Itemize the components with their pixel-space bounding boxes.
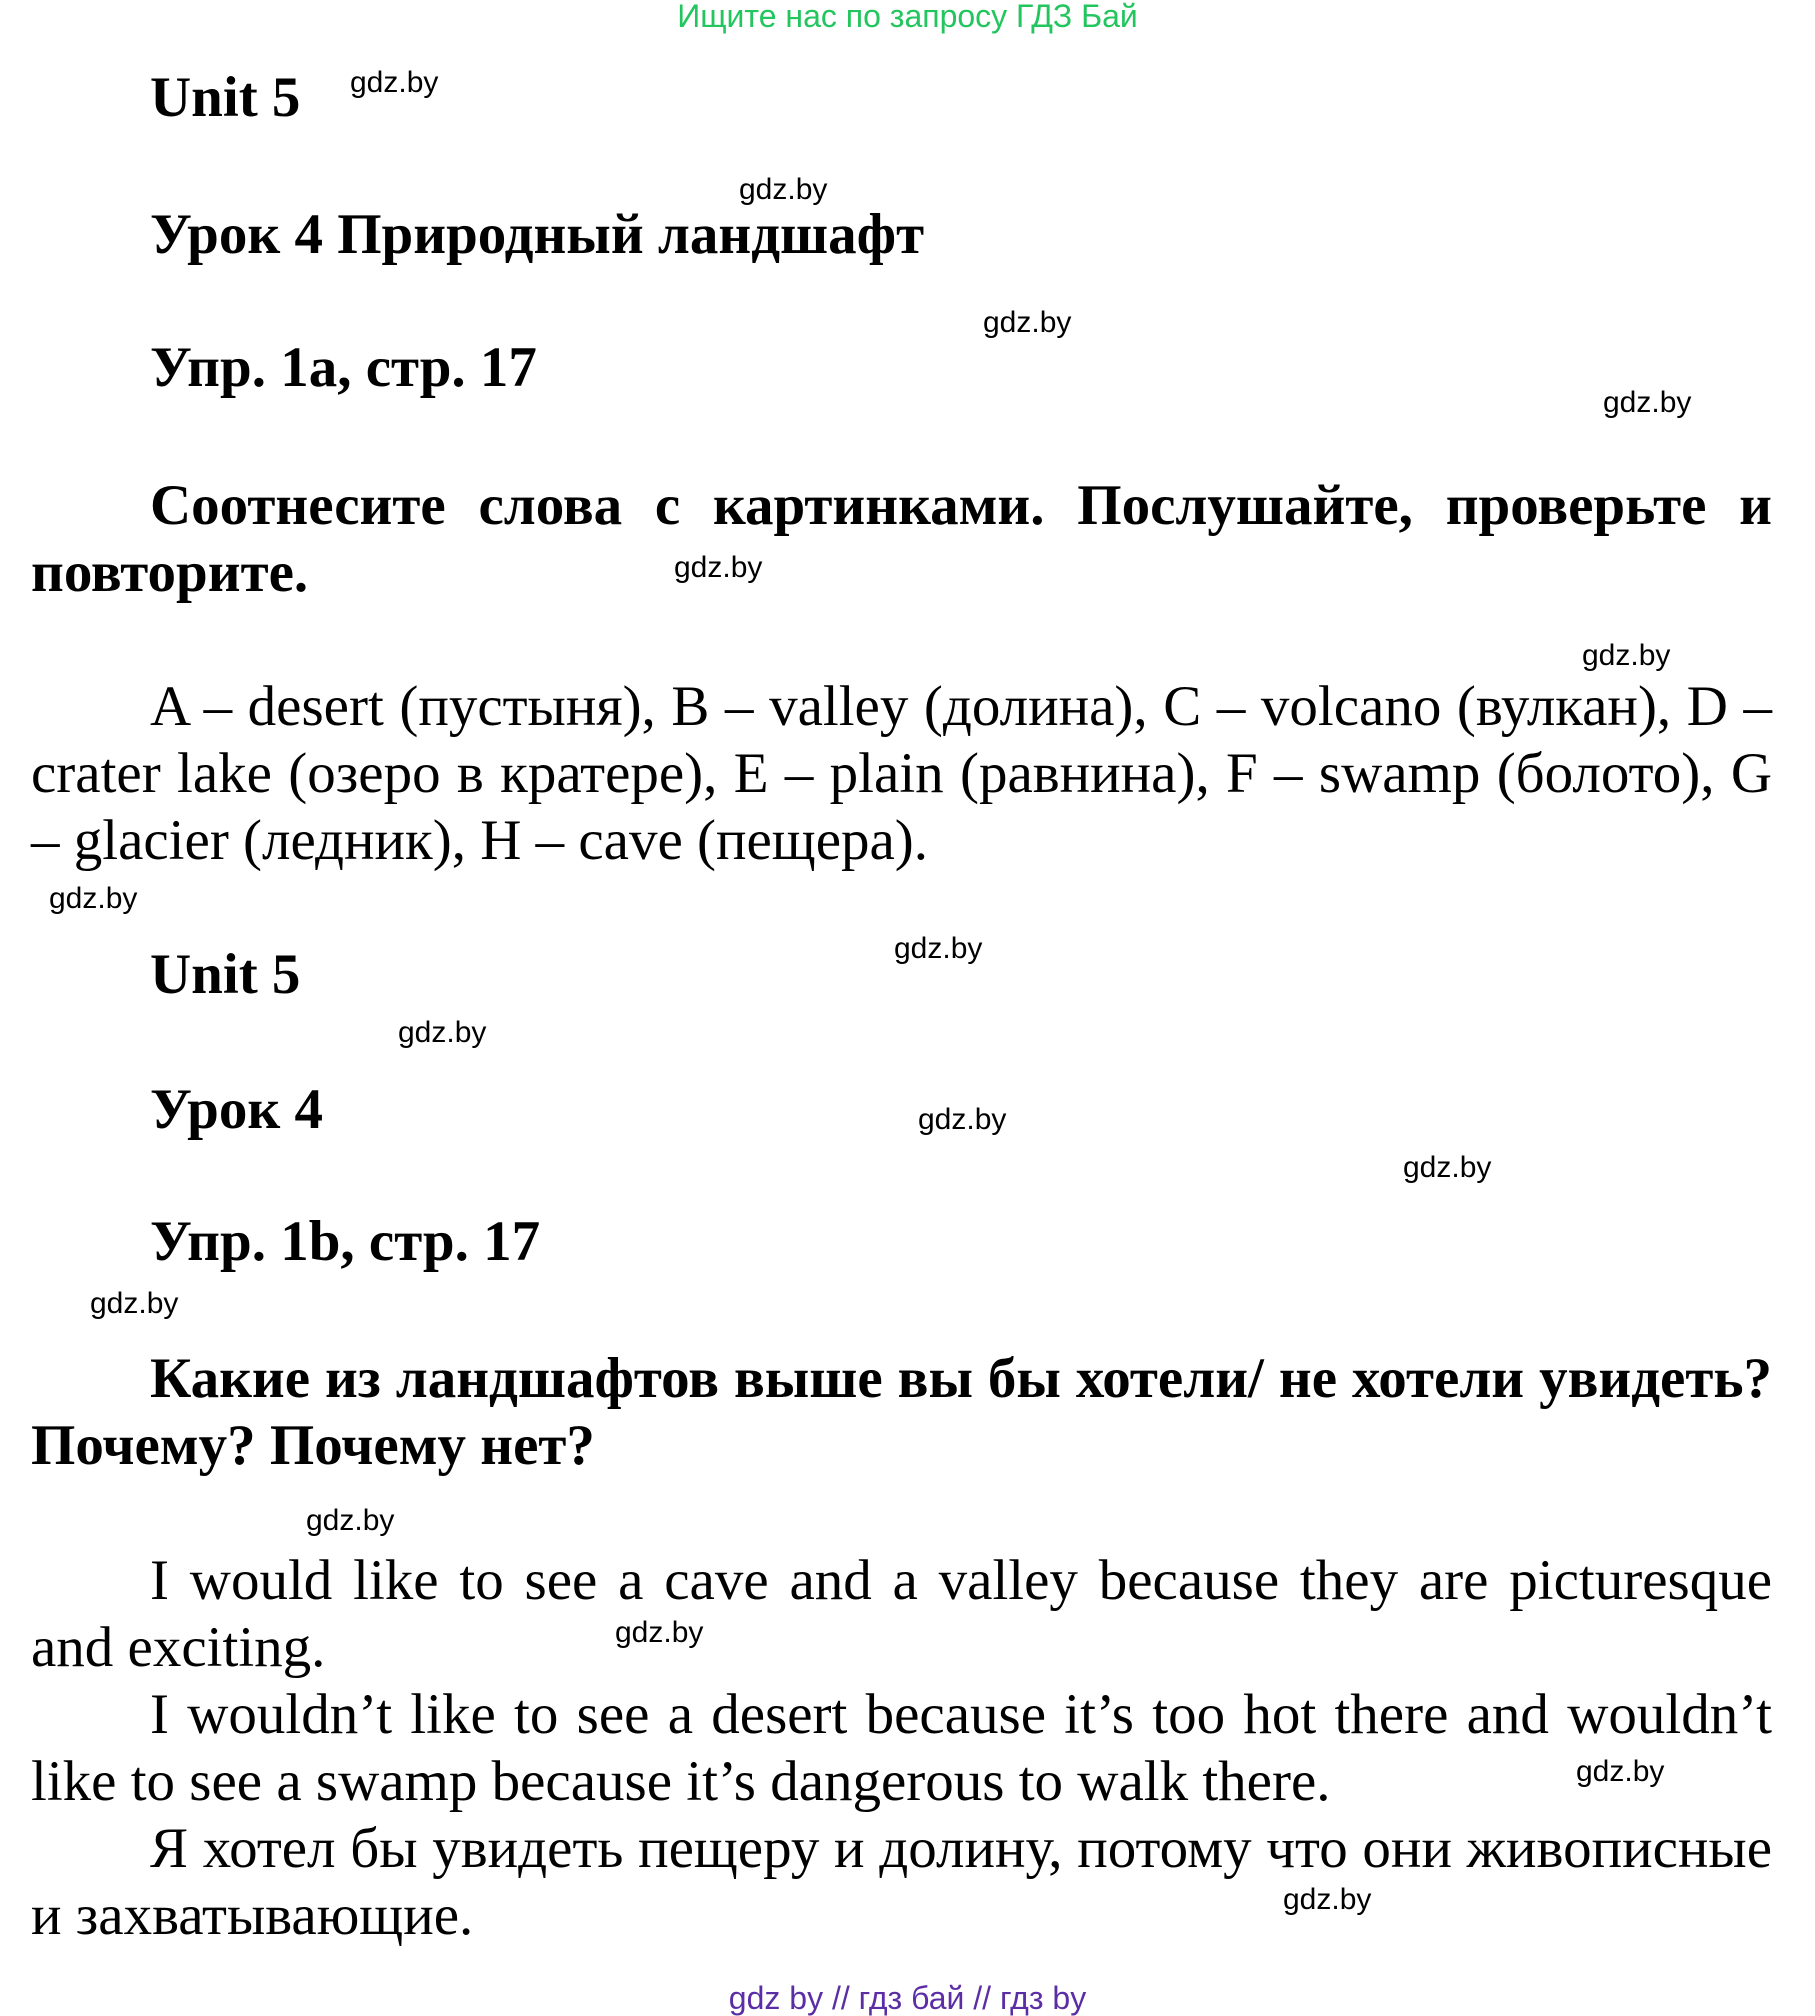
answer-paragraph: Я хотел бы увидеть пещеру и долину, потому что они живописные и захватывающие. [31,1817,1772,1947]
unit-heading: Unit 5 [150,66,301,129]
watermark: gdz.by [894,932,983,965]
answer-text: A – desert (пустыня), B – valley (долина), C – volcano (вулкан), D – crater lake (озеро в кратере), E – plain (равнина), F – swamp (болото), G – glacier (ледник), H – cave (пещера). [31,675,1772,872]
watermark: gdz.by [1576,1755,1665,1788]
watermark: gdz.by [739,173,828,206]
watermark: gdz.by [1603,386,1692,419]
watermark: gdz.by [350,66,439,99]
lesson-heading: Урок 4 Природный ландшафт [150,203,925,266]
unit-heading: Unit 5 [150,943,301,1006]
exercise-heading: Упр. 1b, стр. 17 [150,1210,541,1273]
answer-paragraph: I would like to see a cave and a valley because they are picturesque and exciting. [31,1549,1772,1679]
watermark: gdz.by [1403,1151,1492,1184]
watermark: gdz.by [1283,1883,1372,1916]
answer-paragraph: I wouldn’t like to see a desert because it’s too hot there and wouldn’t like to see a swamp because it’s dangerous to walk there. [31,1683,1772,1813]
watermark: gdz.by [983,306,1072,339]
watermark: gdz.by [90,1287,179,1320]
task-text: Какие из ландшафтов выше вы бы хотели/ не хотели увидеть? Почему? Почему нет? [31,1347,1772,1477]
watermark: gdz.by [918,1103,1007,1136]
exercise-heading: Упр. 1a, стр. 17 [150,336,537,399]
watermark: gdz.by [49,882,138,915]
top-banner[interactable]: Ищите нас по запросу ГДЗ Бай [677,0,1138,34]
lesson-heading: Урок 4 [150,1078,323,1141]
watermark: gdz.by [398,1016,487,1049]
watermark: gdz.by [674,551,763,584]
task-text: Соотнесите слова с картинками. Послушайте, проверьте и повторите. [31,474,1772,604]
watermark: gdz.by [1582,639,1671,672]
footer-links[interactable]: gdz by // гдз бай // гдз by [728,1980,1087,2016]
watermark: gdz.by [615,1616,704,1649]
watermark: gdz.by [306,1504,395,1537]
